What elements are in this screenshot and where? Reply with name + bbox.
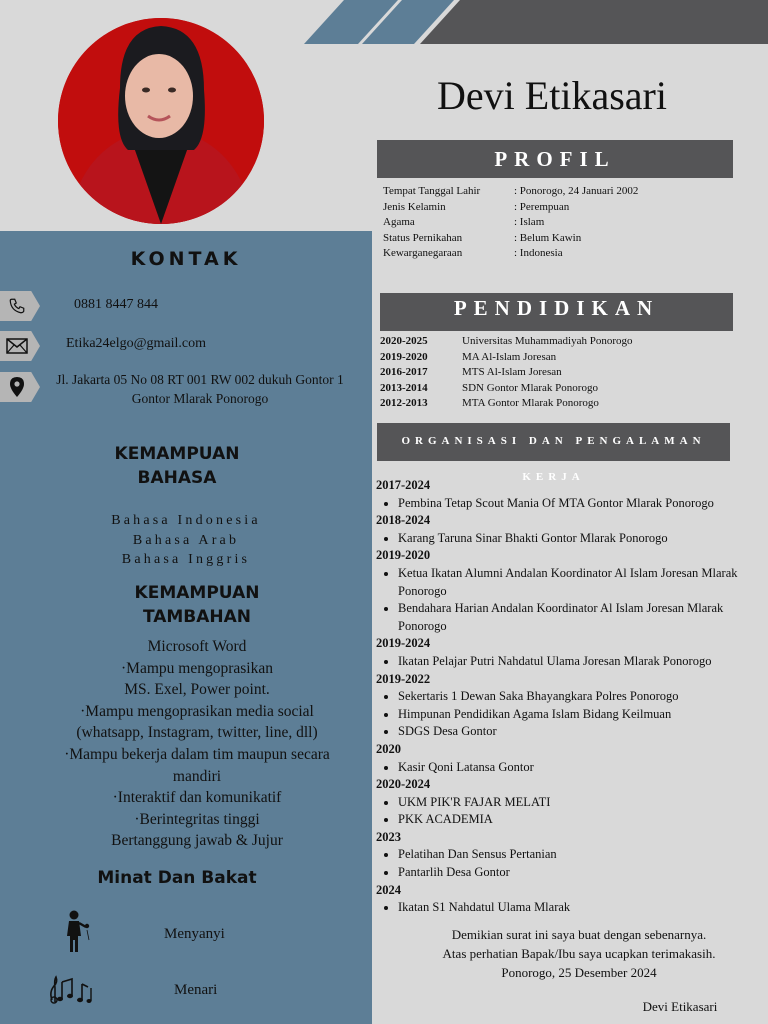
- org-item: • Ikatan Pelajar Putri Nahdatul Ulama Joresan Mlarak Ponorogo: [398, 653, 756, 671]
- profil-label: Tempat Tanggal Lahir: [383, 185, 481, 197]
- org-items: [376, 688, 756, 741]
- org-item: • UKM PIK'R FAJAR MELATI: [398, 794, 756, 812]
- profil-label: Kewarganegaraan: [383, 247, 463, 259]
- profil-row: [383, 185, 743, 201]
- skill-line: mandiri: [172, 767, 222, 785]
- signature-name: Devi Etikasari: [642, 999, 718, 1014]
- org-year: 2024: [376, 882, 401, 897]
- profil-value: : Ponorogo, 24 Januari 2002: [514, 185, 639, 197]
- kemampuan-bahasa-heading: [90, 442, 264, 490]
- language-item: Bahasa Inggris: [121, 552, 251, 567]
- org-item: • SDGS Desa Gontor: [398, 723, 756, 741]
- edu-year: 2019-2020: [380, 350, 428, 363]
- org-item: • Kasir Qoni Latansa Gontor: [398, 759, 756, 777]
- profil-heading: PROFIL: [377, 140, 733, 178]
- edu-school: MA Al-Islam Joresan: [462, 350, 557, 363]
- org-items: [376, 846, 756, 881]
- org-item: • Sekertaris 1 Dewan Saka Bhayangkara Polres Ponorogo: [398, 688, 756, 706]
- edu-row: [380, 335, 740, 351]
- closing-statement: [400, 925, 758, 982]
- kemampuan-tambahan-heading: [90, 581, 304, 629]
- org-items: [376, 565, 756, 635]
- skill-line: Microsoft Word: [147, 638, 247, 655]
- edu-year: 2013-2014: [380, 381, 428, 394]
- profil-value: : Belum Kawin: [514, 231, 582, 244]
- org-year: 2019-2024: [376, 636, 431, 651]
- closing-line: Demikian surat ini saya buat dengan sebenarnya.: [451, 927, 707, 942]
- profil-table: [383, 185, 743, 263]
- org-item: • Bendahara Harian Andalan Koordinator Al Islam Joresan Mlarak Ponorogo: [398, 600, 756, 635]
- language-item: Bahasa Arab: [132, 532, 240, 548]
- closing-line: Atas perhatian Bapak/Ibu saya ucapkan terimakasih.: [442, 946, 716, 961]
- hobby-item: Menari: [174, 982, 218, 998]
- org-year: 2020-2024: [376, 777, 431, 792]
- hobby-item: Menyanyi: [164, 926, 225, 942]
- edu-year: 2012-2013: [380, 397, 428, 409]
- language-item: Bahasa Indonesia: [111, 513, 261, 528]
- pendidikan-heading: PENDIDIKAN: [380, 293, 733, 331]
- profil-row: [383, 247, 743, 263]
- profile-photo: [58, 18, 264, 224]
- edu-row: [380, 397, 740, 413]
- profil-row: [383, 232, 743, 248]
- heading-line: TAMBAHAN: [142, 607, 252, 627]
- org-item: • Ketua Ikatan Alumni Andalan Koordinator Al Islam Joresan Mlarak Ponorogo: [398, 565, 756, 600]
- edu-school: MTA Gontor Mlarak Ponorogo: [462, 397, 599, 409]
- profil-value: : Indonesia: [514, 247, 563, 259]
- music-notes-icon: [48, 974, 94, 1011]
- heading-line: KEMAMPUAN: [114, 444, 240, 464]
- profil-row: [383, 216, 743, 232]
- org-item: • PKK ACADEMIA: [398, 811, 756, 829]
- org-year: 2020: [376, 741, 401, 756]
- person-name: Devi Etikasari: [437, 73, 667, 118]
- profil-label: Agama: [383, 216, 415, 228]
- skill-line: (whatsapp, Instagram, twitter, line, dll): [76, 724, 318, 742]
- skill-line: ·Interaktif dan komunikatif: [112, 789, 282, 807]
- skill-line: Bertanggung jawab & Jujur: [111, 832, 283, 850]
- language-list: [0, 511, 372, 570]
- skill-line: ·Berintegritas tinggi: [134, 810, 260, 828]
- skill-line: ·Mampu mengoprasikan: [121, 659, 273, 677]
- edu-row: [380, 366, 740, 382]
- org-items: [376, 759, 756, 777]
- org-items: [376, 899, 756, 917]
- edu-row: [380, 382, 740, 398]
- profil-label: Status Pernikahan: [383, 231, 463, 244]
- closing-date: Ponorogo, 25 Desember 2024: [501, 965, 657, 980]
- org-year: 2019-2022: [376, 671, 431, 686]
- edu-row: [380, 351, 740, 367]
- edu-school: MTS Al-Islam Joresan: [462, 366, 562, 378]
- minat-heading: Minat Dan Bakat: [97, 868, 257, 888]
- org-item: • Ikatan S1 Nahdatul Ulama Mlarak: [398, 899, 756, 917]
- pendidikan-table: [380, 335, 740, 413]
- org-item: • Pembina Tetap Scout Mania Of MTA Gontor Mlarak Ponorogo: [398, 495, 756, 513]
- org-year: 2019-2020: [376, 548, 431, 563]
- org-year: 2023: [376, 829, 401, 844]
- kontak-heading: KONTAK: [130, 248, 242, 270]
- org-items: [376, 794, 756, 829]
- profil-value: : Perempuan: [514, 200, 570, 213]
- org-item: • Karang Taruna Sinar Bhakti Gontor Mlarak Ponorogo: [398, 530, 756, 548]
- heading-line: KEMAMPUAN: [134, 583, 260, 603]
- skill-line: MS. Exel, Power point.: [124, 681, 270, 699]
- org-items: [376, 495, 756, 513]
- contact-phone: 0881 8447 844: [74, 297, 158, 312]
- edu-school: SDN Gontor Mlarak Ponorogo: [462, 381, 598, 394]
- header-stripes: [300, 0, 768, 44]
- contact-address: Jl. Jakarta 05 No 08 RT 001 RW 002 dukuh Gontor 1 Gontor Mlarak Ponorogo: [56, 372, 344, 406]
- singer-icon: [60, 910, 92, 959]
- skills-list: [40, 636, 354, 852]
- skill-line: ·Mampu bekerja dalam tim maupun secara: [64, 745, 330, 763]
- profil-row: [383, 201, 743, 217]
- edu-year: 2016-2017: [380, 366, 428, 378]
- organisasi-list: [376, 477, 756, 917]
- contact-email: Etika24elgo@gmail.com: [66, 336, 207, 351]
- org-item: • Himpunan Pendidikan Agama Islam Bidang Keilmuan: [398, 706, 756, 724]
- org-item: • Pelatihan Dan Sensus Pertanian: [398, 846, 756, 864]
- org-items: [376, 653, 756, 671]
- edu-year: 2020-2025: [380, 335, 428, 347]
- org-items: [376, 530, 756, 548]
- skill-line: ·Mampu mengoprasikan media social: [80, 702, 314, 720]
- org-year: 2018-2024: [376, 513, 431, 528]
- heading-line: BAHASA: [137, 468, 217, 488]
- organisasi-heading: ORGANISASI DAN PENGALAMAN KERJA: [377, 423, 730, 461]
- profil-label: Jenis Kelamin: [383, 200, 446, 213]
- profil-value: : Islam: [514, 216, 545, 228]
- org-item: • Pantarlih Desa Gontor: [398, 864, 756, 882]
- org-year: 2017-2024: [376, 478, 431, 492]
- edu-school: Universitas Muhammadiyah Ponorogo: [462, 335, 633, 347]
